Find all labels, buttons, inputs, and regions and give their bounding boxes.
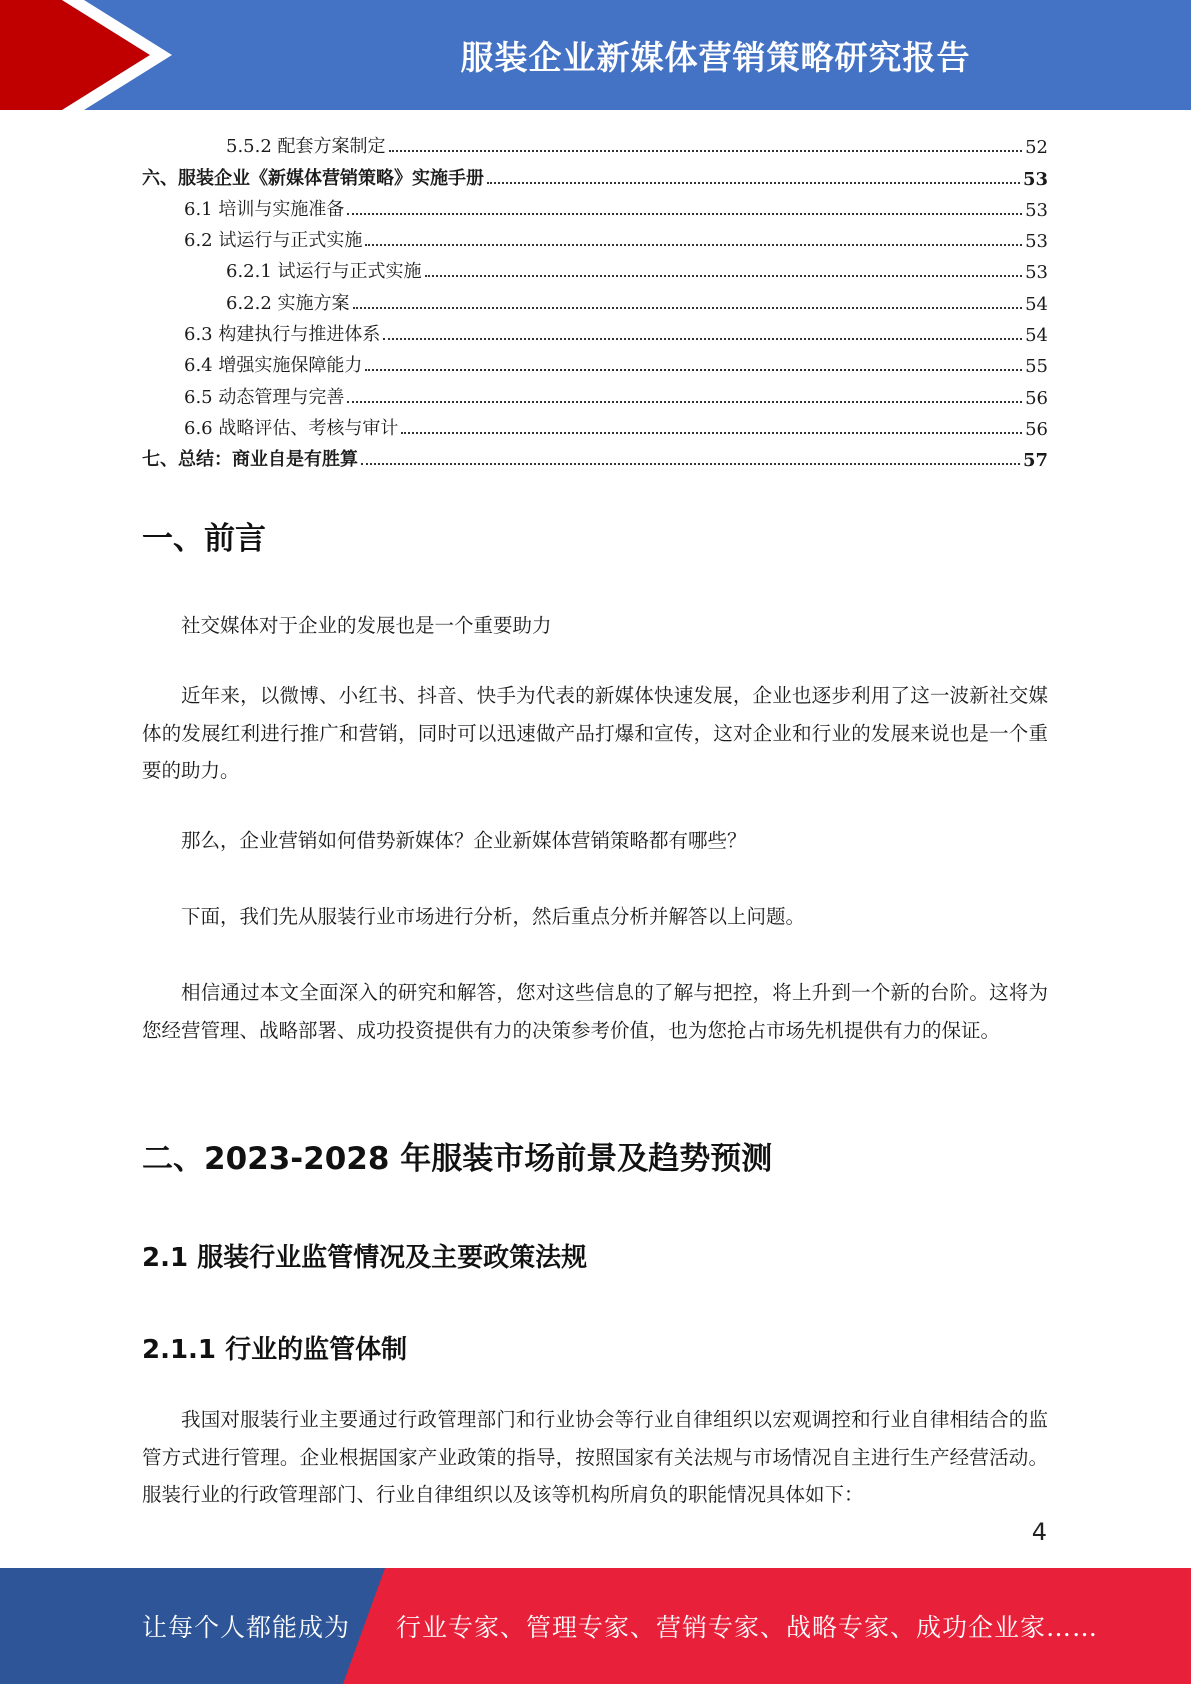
toc-entry[interactable] (142, 440, 1048, 471)
toc-page: 54 (1025, 325, 1048, 347)
toc-page: 55 (1025, 356, 1048, 378)
document-title: 服装企业新媒体营销策略研究报告 (460, 37, 971, 77)
toc-entry[interactable] (142, 252, 1048, 283)
toc-page: 56 (1025, 418, 1048, 440)
toc-page: 53 (1025, 231, 1048, 253)
body-paragraph: 那么，企业营销如何借势新媒体？企业新媒体营销策略都有哪些？ (181, 829, 747, 852)
subsubsection-heading: 2.1.1 行业的监管体制 (142, 1335, 408, 1365)
toc-entry[interactable] (142, 377, 1048, 408)
toc-entry[interactable] (142, 315, 1048, 346)
section-heading-market-forecast: 二、2023-2028 年服装市场前景及趋势预测 (142, 1141, 773, 1177)
toc-leader-dots (401, 432, 1022, 434)
toc-label: 5.5.2 配套方案制定 (226, 136, 386, 158)
toc-leader-dots (383, 338, 1022, 340)
section-heading-preface: 一、前言 (142, 521, 266, 557)
body-paragraph: 近年来，以微博、小红书、抖音、快手为代表的新媒体快速发展，企业也逐步利用了这一波新社交媒体的发展红利进行推广和营销，同时可以迅速做产品打爆和宣传，这对企业和行业的发展来说也是一个重要的助力。 (142, 684, 1048, 782)
toc-page: 53 (1025, 199, 1048, 221)
toc-entry[interactable] (142, 283, 1048, 314)
toc-label: 6.1 培训与实施准备 (184, 198, 345, 220)
subsection-heading: 2.1 服装行业监管情况及主要政策法规 (142, 1243, 588, 1273)
toc-leader-dots (347, 213, 1022, 215)
header-band (0, 0, 1191, 110)
toc-label: 六、服装企业《新媒体营销策略》实施手册 (142, 167, 484, 189)
toc-leader-dots (365, 244, 1022, 246)
toc-entry[interactable] (142, 221, 1048, 252)
body-paragraph: 社交媒体对于企业的发展也是一个重要助力 (181, 614, 552, 637)
toc-entry[interactable] (142, 190, 1048, 221)
body-paragraph: 下面，我们先从服装行业市场进行分析，然后重点分析并解答以上问题。 (181, 905, 806, 928)
toc-entry[interactable] (142, 158, 1048, 189)
toc-leader-dots (361, 463, 1020, 465)
toc-label: 6.2 试运行与正式实施 (184, 230, 363, 252)
toc-leader-dots (353, 307, 1023, 309)
toc-leader-dots (347, 401, 1022, 403)
toc-entry[interactable] (142, 409, 1048, 440)
toc-page: 56 (1025, 387, 1048, 409)
toc-label: 6.3 构建执行与推进体系 (184, 324, 381, 346)
footer-band (0, 1568, 1191, 1684)
toc-leader-dots (389, 150, 1023, 152)
toc-leader-dots (365, 369, 1022, 371)
footer-slogan-right: 行业专家、管理专家、营销专家、战略专家、成功企业家…… (396, 1613, 1099, 1642)
toc-label: 七、总结：商业自是有胜算 (142, 449, 358, 471)
toc-entry[interactable] (142, 127, 1048, 158)
toc-label: 6.2.2 实施方案 (226, 292, 350, 314)
toc-label: 6.5 动态管理与完善 (184, 386, 345, 408)
header-chevron (0, 0, 260, 110)
toc-entry[interactable] (142, 346, 1048, 377)
toc-page: 54 (1025, 293, 1048, 315)
toc-leader-dots (487, 182, 1020, 184)
body-paragraph: 我国对服装行业主要通过行政管理部门和行业协会等行业自律组织以宏观调控和行业自律相结合的监管方式进行管理。企业根据国家产业政策的指导，按照国家有关法规与市场情况自主进行生产经营活动。服装行业的行政管理部门、行业自律组织以及该等机构所肩负的职能情况具体如下： (142, 1408, 1048, 1506)
footer-slogan-left: 让每个人都能成为 (142, 1613, 351, 1642)
toc-page: 52 (1025, 137, 1048, 159)
body-paragraph: 相信通过本文全面深入的研究和解答，您对这些信息的了解与把控，将上升到一个新的台阶。这将为您经营管理、战略部署、成功投资提供有力的决策参考价值，也为您抢占市场先机提供有力的保证。 (142, 981, 1048, 1042)
toc-label: 6.4 增强实施保障能力 (184, 355, 363, 377)
page-number: 4 (1031, 1518, 1047, 1546)
toc-label: 6.2.1 试运行与正式实施 (226, 261, 422, 283)
toc-page: 53 (1025, 262, 1048, 284)
table-of-contents (142, 127, 1048, 471)
toc-page: 53 (1022, 168, 1048, 190)
toc-leader-dots (425, 275, 1023, 277)
toc-page: 57 (1022, 450, 1048, 472)
toc-label: 6.6 战略评估、考核与审计 (184, 417, 399, 439)
